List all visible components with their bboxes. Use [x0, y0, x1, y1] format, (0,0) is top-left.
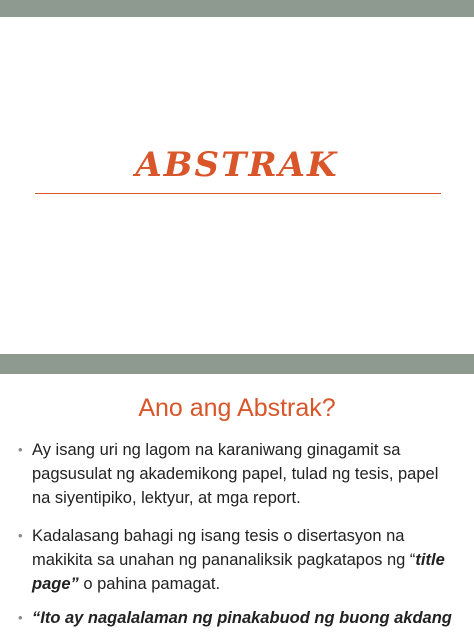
title-underline [35, 193, 441, 194]
bullet-dot-icon: • [18, 610, 23, 625]
bullet-text: Kadalasang bahagi ng isang tesis o disertasyon na makikita sa unahan ng pananaliksik pagkatapos ng “ [32, 527, 416, 569]
slide-title: ABSTRAK [135, 145, 339, 185]
content-slide [0, 374, 474, 632]
bullet-item [18, 524, 452, 596]
bullet-item [18, 438, 452, 510]
slide-heading: Ano ang Abstrak? [138, 394, 336, 422]
bullet-text: Ay isang uri ng lagom na karaniwang ginagamit sa pagsusulat ng akademikong papel, tulad ng tesis, papel na siyentipiko, lektyur, at mga report. [32, 441, 439, 507]
bullet-dot-icon: • [18, 528, 23, 543]
bullet-text-tail: o pahina pamagat. [78, 575, 221, 593]
top-divider-bar [0, 0, 474, 17]
bullet-dot-icon: • [18, 442, 23, 457]
bullet-quote: “Ito ay nagalalaman ng pinakabuod ng buong akdang [32, 609, 452, 627]
bullet-emphasis: title page” [32, 551, 445, 593]
title-slide [0, 17, 474, 354]
bullet-item [18, 606, 452, 630]
slide-divider-bar [0, 354, 474, 374]
